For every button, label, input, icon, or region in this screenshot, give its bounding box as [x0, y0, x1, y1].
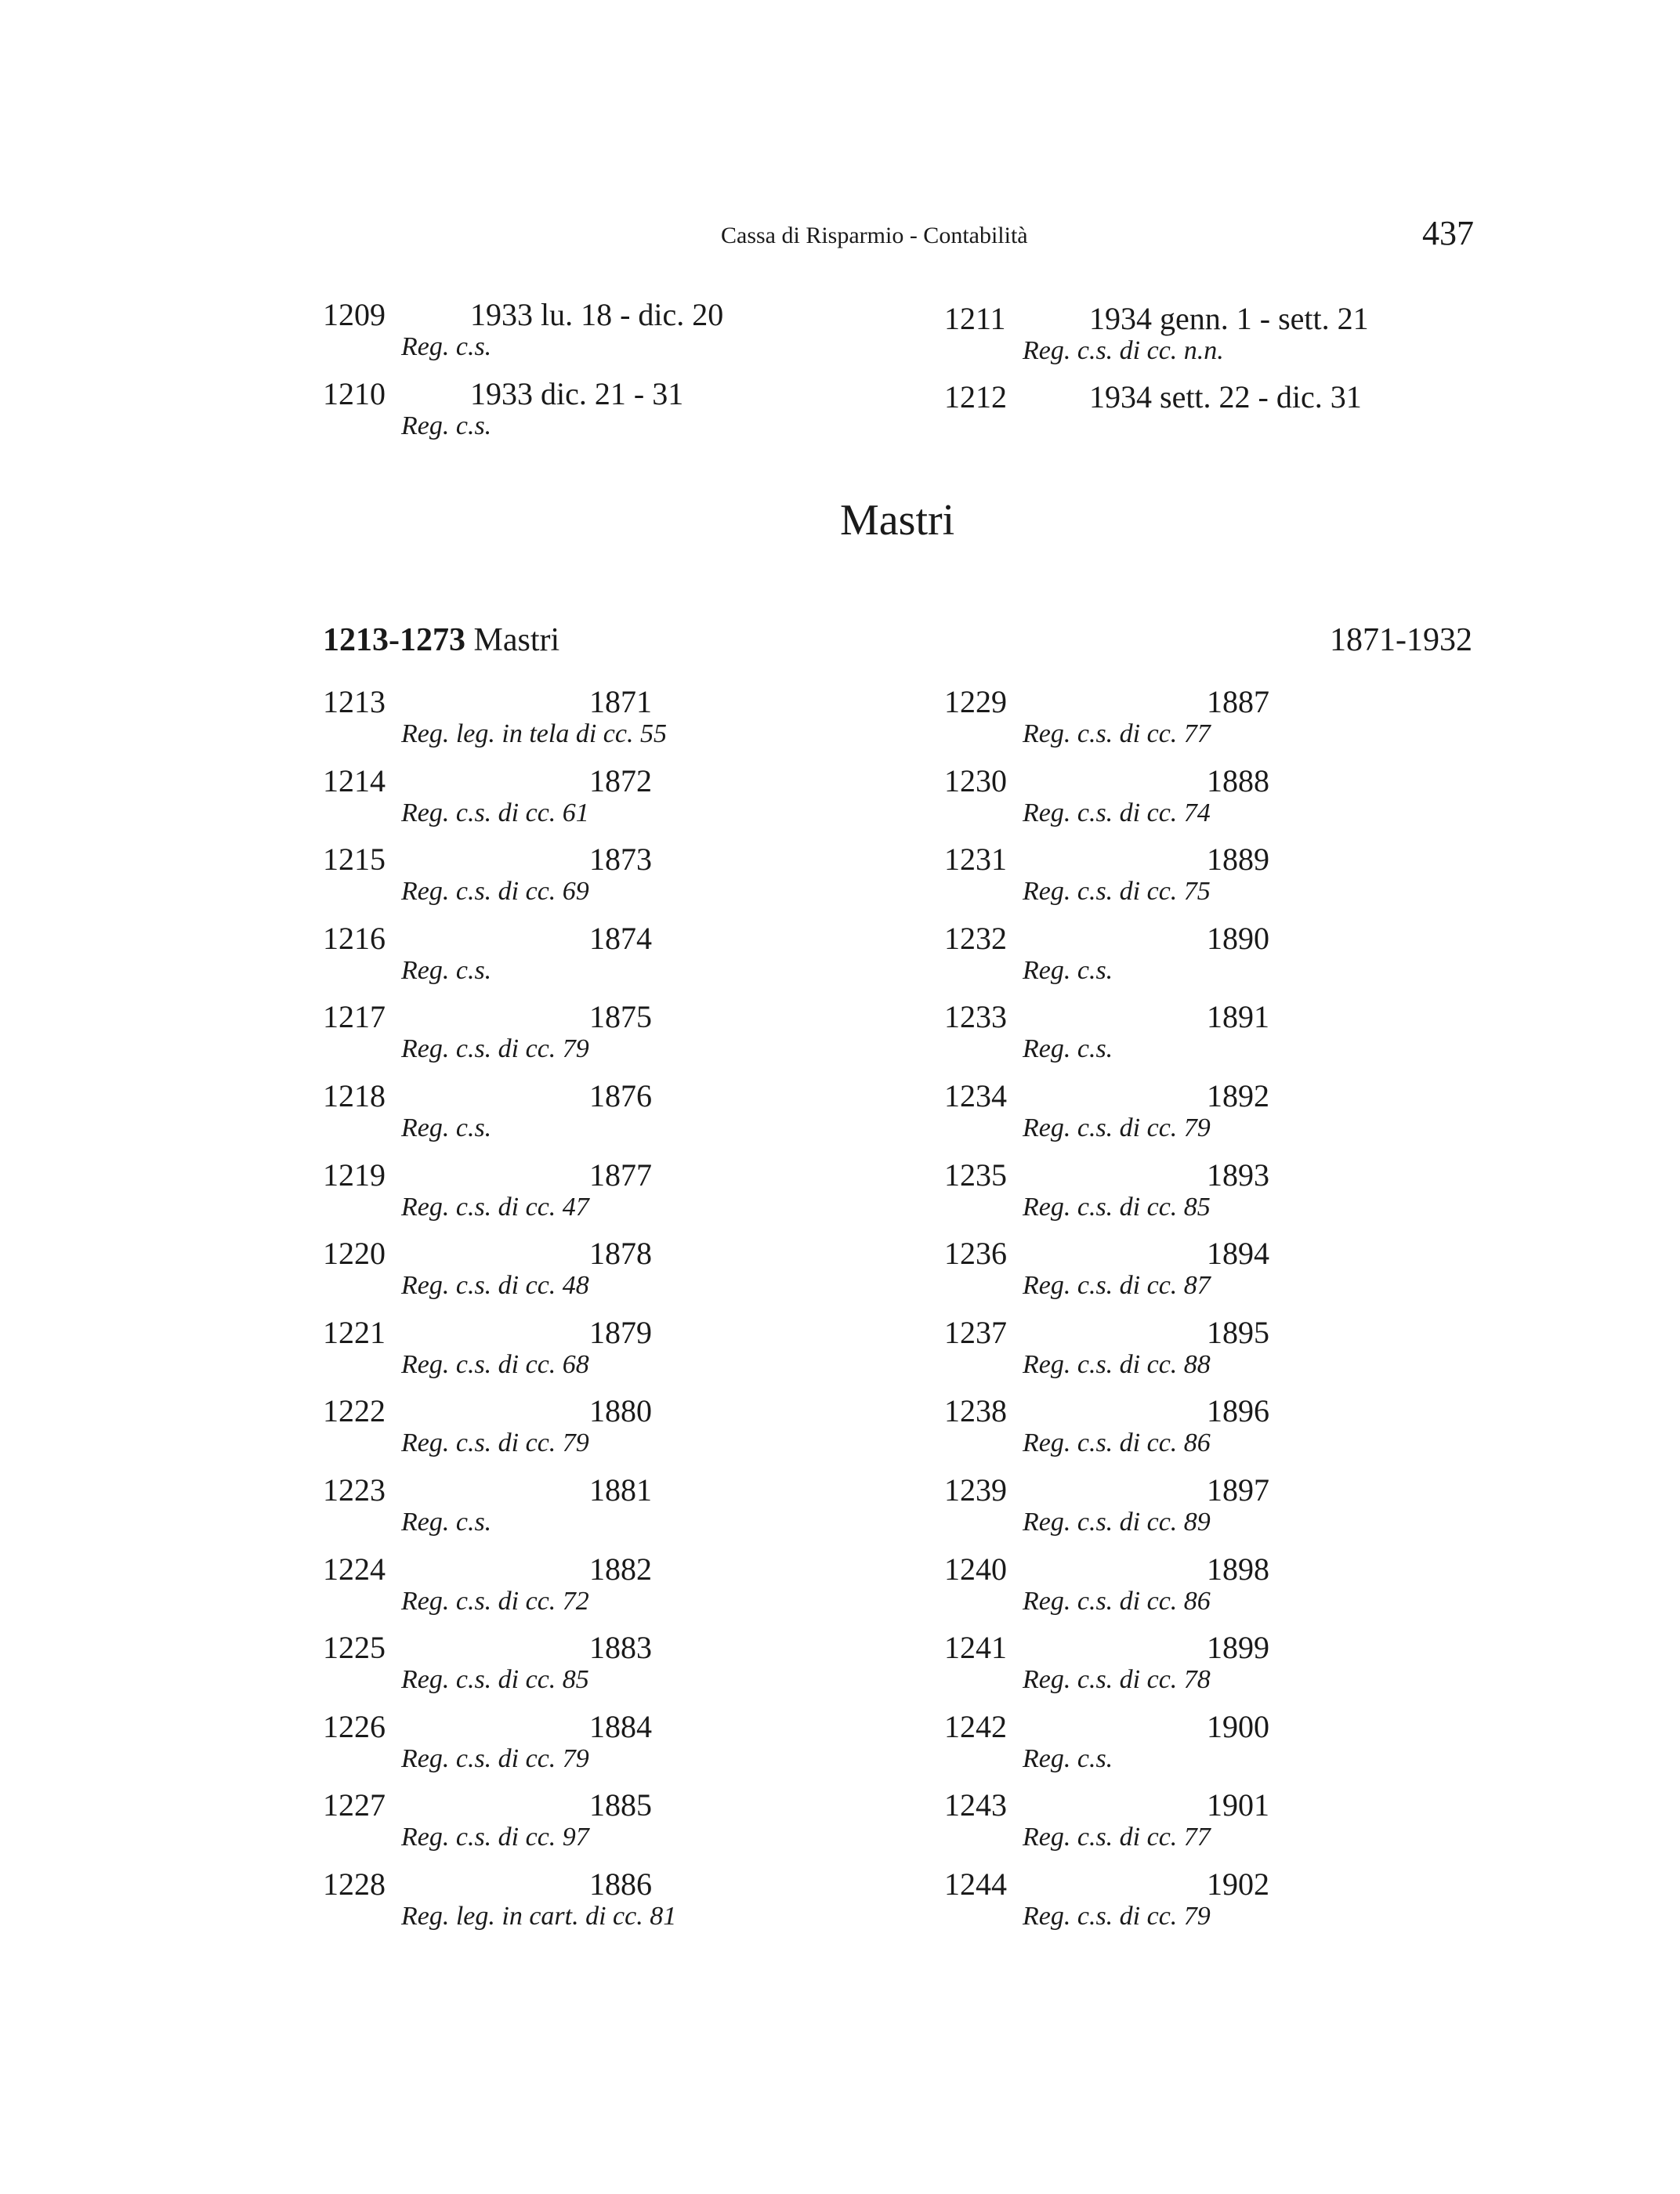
entry-year: 1876 — [589, 1078, 652, 1113]
entry-date: 1934 genn. 1 - sett. 21 — [1089, 301, 1369, 336]
entry-number: 1221 — [323, 1315, 386, 1350]
entry-number: 1238 — [944, 1393, 1007, 1428]
entry-1230 — [944, 762, 1493, 841]
entry-date: 1933 lu. 18 - dic. 20 — [470, 297, 724, 332]
entry-1227 — [323, 1787, 871, 1865]
entry-1210 — [323, 375, 871, 454]
entry-description: Reg. c.s. di cc. 77 — [1023, 1823, 1211, 1852]
series-heading — [323, 621, 559, 659]
entry-number: 1219 — [323, 1157, 386, 1193]
entry-year: 1902 — [1207, 1866, 1269, 1902]
entry-number: 1222 — [323, 1393, 386, 1428]
entry-description: Reg. c.s. di cc. 79 — [401, 1428, 589, 1457]
page-number: 437 — [1422, 214, 1474, 252]
entry-number: 1212 — [944, 379, 1007, 415]
entry-year: 1897 — [1207, 1472, 1269, 1508]
entry-1218 — [323, 1077, 871, 1156]
entry-1239 — [944, 1472, 1493, 1550]
entry-description: Reg. c.s. di cc. 79 — [401, 1744, 589, 1773]
entry-number: 1217 — [323, 999, 386, 1034]
entry-description: Reg. c.s. di cc. 74 — [1023, 798, 1211, 827]
entry-1213 — [323, 683, 871, 762]
entry-1236 — [944, 1235, 1493, 1313]
entry-description: Reg. c.s. di cc. 88 — [1023, 1350, 1211, 1379]
entry-year: 1886 — [589, 1866, 652, 1902]
entry-1244 — [944, 1866, 1493, 1944]
entry-year: 1887 — [1207, 684, 1269, 719]
entry-description: Reg. c.s. di cc. 87 — [1023, 1271, 1211, 1300]
entry-1240 — [944, 1551, 1493, 1629]
entry-description: Reg. c.s. di cc. 79 — [401, 1034, 589, 1063]
entry-description: Reg. c.s. — [401, 956, 492, 985]
entry-year: 1872 — [589, 763, 652, 798]
entry-description: Reg. c.s. — [401, 1113, 492, 1142]
entry-number: 1240 — [944, 1551, 1007, 1587]
entry-description: Reg. c.s. di cc. 79 — [1023, 1113, 1211, 1142]
entry-year: 1871 — [589, 684, 652, 719]
entry-description: Reg. c.s. di cc. 47 — [401, 1193, 589, 1222]
series-dates: 1871-1932 — [1330, 622, 1472, 658]
entry-1225 — [323, 1629, 871, 1707]
entry-number: 1235 — [944, 1157, 1007, 1193]
entry-year: 1877 — [589, 1157, 652, 1193]
entry-number: 1237 — [944, 1315, 1007, 1350]
entry-year: 1882 — [589, 1551, 652, 1587]
entry-year: 1884 — [589, 1709, 652, 1744]
entry-year: 1900 — [1207, 1709, 1269, 1744]
entry-description: Reg. c.s. — [401, 1508, 492, 1537]
entry-year: 1879 — [589, 1315, 652, 1350]
entry-year: 1899 — [1207, 1630, 1269, 1665]
entry-number: 1225 — [323, 1630, 386, 1665]
entry-year: 1874 — [589, 921, 652, 956]
entry-description: Reg. c.s. di cc. 72 — [401, 1587, 589, 1616]
entry-1224 — [323, 1551, 871, 1629]
section-title: Mastri — [840, 496, 955, 545]
entry-description: Reg. c.s. di cc. 69 — [401, 877, 589, 906]
entry-1238 — [944, 1392, 1493, 1471]
entry-1223 — [323, 1472, 871, 1550]
series-range: 1213-1273 — [323, 622, 465, 658]
entry-description: Reg. c.s. di cc. n.n. — [1023, 336, 1224, 365]
entry-number: 1215 — [323, 842, 386, 877]
entry-year: 1890 — [1207, 921, 1269, 956]
entry-number: 1230 — [944, 763, 1007, 798]
entry-number: 1226 — [323, 1709, 386, 1744]
entry-year: 1880 — [589, 1393, 652, 1428]
entry-1234 — [944, 1077, 1493, 1156]
entry-number: 1209 — [323, 297, 386, 332]
entry-year: 1891 — [1207, 999, 1269, 1034]
entry-number: 1243 — [944, 1787, 1007, 1823]
entry-1235 — [944, 1157, 1493, 1235]
entry-date: 1933 dic. 21 - 31 — [470, 376, 684, 411]
entry-1211 — [944, 300, 1493, 378]
entry-description: Reg. c.s. di cc. 78 — [1023, 1665, 1211, 1694]
entry-number: 1229 — [944, 684, 1007, 719]
entry-description: Reg. c.s. di cc. 79 — [1023, 1902, 1211, 1931]
entry-description: Reg. c.s. di cc. 48 — [401, 1271, 589, 1300]
entry-1241 — [944, 1629, 1493, 1707]
entry-1215 — [323, 841, 871, 919]
entry-1226 — [323, 1708, 871, 1787]
entry-year: 1873 — [589, 842, 652, 877]
entry-number: 1224 — [323, 1551, 386, 1587]
entry-description: Reg. leg. in cart. di cc. 81 — [401, 1902, 677, 1931]
entry-1217 — [323, 998, 871, 1077]
entry-description: Reg. c.s. — [1023, 1744, 1113, 1773]
entry-1233 — [944, 998, 1493, 1077]
entry-1243 — [944, 1787, 1493, 1865]
series-name: Mastri — [473, 622, 560, 658]
entry-number: 1227 — [323, 1787, 386, 1823]
entry-number: 1242 — [944, 1709, 1007, 1744]
entry-year: 1883 — [589, 1630, 652, 1665]
running-header: Cassa di Risparmio - Contabilità — [721, 223, 1028, 248]
entry-1209 — [323, 296, 871, 375]
entry-1237 — [944, 1314, 1493, 1392]
entry-description: Reg. leg. in tela di cc. 55 — [401, 719, 667, 748]
entry-year: 1894 — [1207, 1236, 1269, 1271]
entry-number: 1223 — [323, 1472, 386, 1508]
entry-description: Reg. c.s. di cc. 77 — [1023, 719, 1211, 748]
entry-description: Reg. c.s. di cc. 89 — [1023, 1508, 1211, 1537]
entry-description: Reg. c.s. — [1023, 956, 1113, 985]
entry-year: 1898 — [1207, 1551, 1269, 1587]
entry-year: 1885 — [589, 1787, 652, 1823]
entry-number: 1231 — [944, 842, 1007, 877]
entry-year: 1881 — [589, 1472, 652, 1508]
entry-1222 — [323, 1392, 871, 1471]
entry-1220 — [323, 1235, 871, 1313]
entry-number: 1233 — [944, 999, 1007, 1034]
entry-1212 — [944, 378, 1493, 457]
entry-description: Reg. c.s. — [401, 411, 492, 440]
entry-description: Reg. c.s. di cc. 86 — [1023, 1428, 1211, 1457]
entry-number: 1228 — [323, 1866, 386, 1902]
entry-description: Reg. c.s. — [401, 332, 492, 361]
entry-description: Reg. c.s. — [1023, 1034, 1113, 1063]
entry-number: 1216 — [323, 921, 386, 956]
entry-year: 1878 — [589, 1236, 652, 1271]
entry-year: 1875 — [589, 999, 652, 1034]
entry-1214 — [323, 762, 871, 841]
entry-year: 1896 — [1207, 1393, 1269, 1428]
entry-description: Reg. c.s. di cc. 85 — [401, 1665, 589, 1694]
entry-year: 1888 — [1207, 763, 1269, 798]
entry-description: Reg. c.s. di cc. 75 — [1023, 877, 1211, 906]
entry-1221 — [323, 1314, 871, 1392]
entry-year: 1889 — [1207, 842, 1269, 877]
entry-description: Reg. c.s. di cc. 85 — [1023, 1193, 1211, 1222]
entry-1228 — [323, 1866, 871, 1944]
entry-year: 1892 — [1207, 1078, 1269, 1113]
entry-year: 1895 — [1207, 1315, 1269, 1350]
entry-number: 1214 — [323, 763, 386, 798]
entry-year: 1893 — [1207, 1157, 1269, 1193]
entry-1216 — [323, 920, 871, 998]
entry-date: 1934 sett. 22 - dic. 31 — [1089, 379, 1362, 415]
entry-1242 — [944, 1708, 1493, 1787]
entry-number: 1241 — [944, 1630, 1007, 1665]
entry-description: Reg. c.s. di cc. 68 — [401, 1350, 589, 1379]
entry-number: 1218 — [323, 1078, 386, 1113]
entry-number: 1234 — [944, 1078, 1007, 1113]
entry-description: Reg. c.s. di cc. 61 — [401, 798, 589, 827]
entry-number: 1220 — [323, 1236, 386, 1271]
entry-number: 1236 — [944, 1236, 1007, 1271]
entry-1232 — [944, 920, 1493, 998]
entry-number: 1232 — [944, 921, 1007, 956]
entry-number: 1244 — [944, 1866, 1007, 1902]
entry-1219 — [323, 1157, 871, 1235]
entry-1229 — [944, 683, 1493, 762]
entry-number: 1213 — [323, 684, 386, 719]
entry-number: 1211 — [944, 301, 1006, 336]
entry-number: 1239 — [944, 1472, 1007, 1508]
entry-number: 1210 — [323, 376, 386, 411]
entry-description: Reg. c.s. di cc. 97 — [401, 1823, 589, 1852]
entry-year: 1901 — [1207, 1787, 1269, 1823]
entry-1231 — [944, 841, 1493, 919]
entry-description: Reg. c.s. di cc. 86 — [1023, 1587, 1211, 1616]
